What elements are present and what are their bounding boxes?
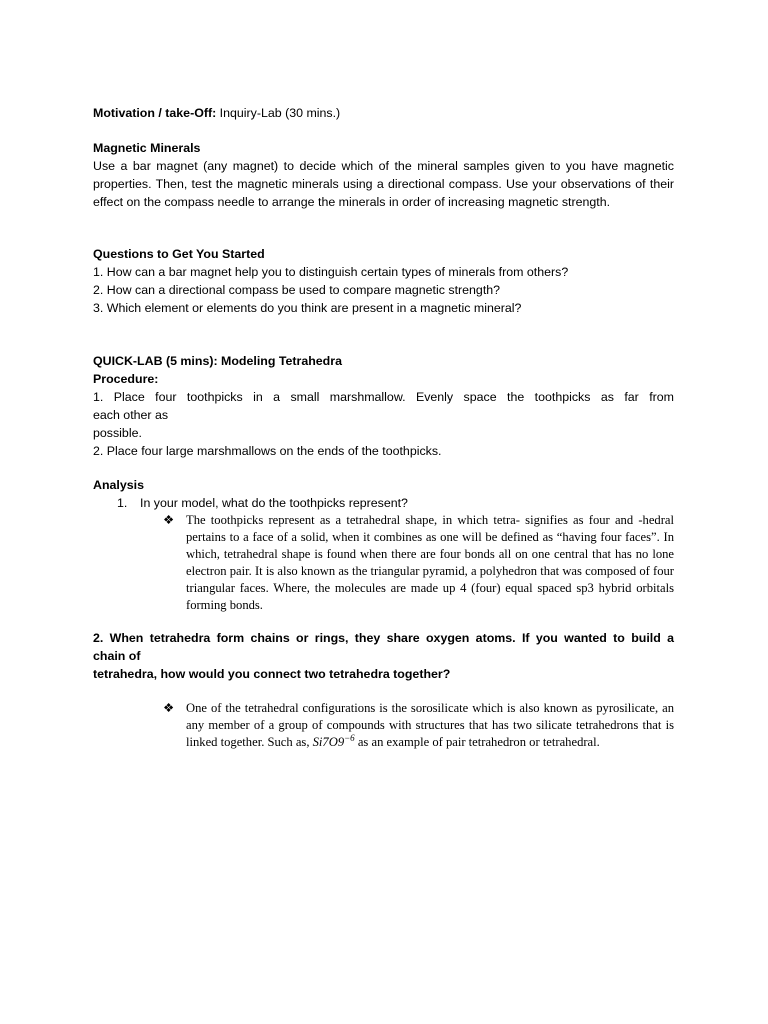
- analysis-q2-line-3-text: tetrahedra, how would you connect two tetrahedra together?: [93, 667, 451, 681]
- procedure-step-1-line-1: 1. Place four toothpicks in a small marshmallow. Evenly space the toothpicks as far from: [93, 390, 674, 404]
- chemical-formula: Si7O9: [312, 735, 345, 749]
- quicklab-title: [93, 352, 674, 370]
- procedure-step-1-line-3: possible.: [93, 426, 142, 440]
- motivation-label: Motivation / take-Off:: [93, 106, 217, 120]
- analysis-q2-line-2: [93, 647, 674, 665]
- question-item-1: 1. How can a bar magnet help you to distinguish certain types of minerals from others?: [93, 265, 569, 279]
- procedure-step-1-line-2: each other as: [93, 408, 169, 422]
- analysis-q2-line-1-text: 2. When tetrahedra form chains or rings, they share oxygen atoms. If you wanted to build a: [93, 631, 674, 645]
- question-item-2: 2. How can a directional compass be used to compare magnetic strength?: [93, 283, 501, 297]
- questions-heading: [93, 245, 674, 263]
- analysis-heading: [93, 476, 674, 494]
- questions-heading-text: Questions to Get You Started: [93, 247, 265, 261]
- analysis-q2-line-3: [93, 665, 674, 683]
- procedure-heading-text: Procedure:: [93, 372, 159, 386]
- motivation-text: Inquiry-Lab (30 mins.): [216, 106, 341, 120]
- bullet-icon: ❖: [163, 513, 175, 527]
- magnetic-paragraph: Use a bar magnet (any magnet) to decide which of the mineral samples given to you have magnetic properties. Then, test the magnetic minerals using a directional compass. Use your observations of their effect on the compass needle to arrange the minerals in order of increasing magnetic strength.: [93, 159, 674, 209]
- magnetic-heading: [93, 139, 674, 157]
- procedure-heading: [93, 370, 674, 388]
- analysis-q2-line-1: [93, 629, 674, 647]
- analysis-q1-text: In your model, what do the toothpicks represent?: [140, 496, 408, 510]
- procedure-step-2: 2. Place four large marshmallows on the ends of the toothpicks.: [93, 444, 442, 458]
- magnetic-heading-text: Magnetic Minerals: [93, 141, 201, 155]
- question-item-3: 3. Which element or elements do you think are present in a magnetic mineral?: [93, 301, 522, 315]
- analysis-heading-text: Analysis: [93, 478, 144, 492]
- analysis-answer-2-text: One of the tetrahedral configurations is the sorosilicate which is also known as pyrosilicate, an any member of a group of compounds with structures that has two silicate tetrahedrons that is linked together. Such as,: [186, 701, 674, 749]
- analysis-answer-2: [186, 700, 674, 751]
- formula-exponent: −6: [344, 732, 355, 743]
- analysis-q2-line-2-text: chain of: [93, 649, 141, 663]
- analysis-answer-2-tail: as an example of pair tetrahedron or tetrahedral.: [354, 735, 600, 749]
- analysis-q1-number: 1.: [117, 496, 128, 510]
- bullet-icon: ❖: [163, 701, 175, 715]
- motivation-line: [93, 104, 674, 122]
- analysis-answer-1: The toothpicks represent as a tetrahedral shape, in which tetra- signifies as four and -hedral pertains to a face of a solid, when it combines as one will be defined as “having four faces”. In which, tetrahedral shape is found when there are four bonds all on one central that has no lone electron pair. It is also known as the triangular pyramid, a polyhedron that was composed of four triangular faces. Where, the molecules are made up 4 (four) equal spaced sp3 hybrid orbitals forming bonds.: [186, 513, 674, 612]
- quicklab-title-text: QUICK-LAB (5 mins): Modeling Tetrahedra: [93, 354, 342, 368]
